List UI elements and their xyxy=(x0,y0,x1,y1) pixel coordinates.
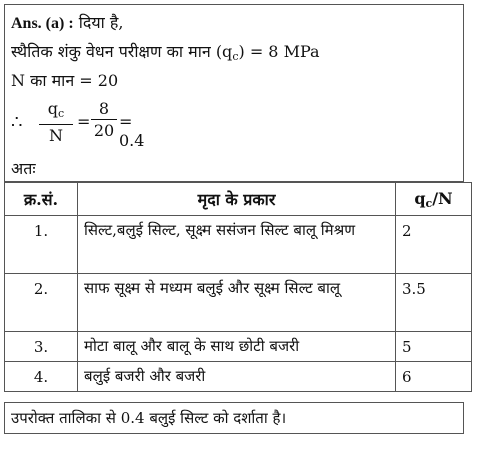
table-header-row xyxy=(5,183,472,216)
cell-sno: 4. xyxy=(5,362,78,392)
conclusion-box xyxy=(4,402,464,434)
cell-sno: 3. xyxy=(5,332,78,362)
conclusion-text: उपरोक्त तालिका से 0.4 बलुई सिल्ट को दर्शाता है। xyxy=(11,409,287,427)
cell-sno: 2. xyxy=(5,274,78,332)
formula-result: = 0.4 xyxy=(119,112,145,150)
cone-penetration-value-line xyxy=(11,40,320,63)
answer-label: Ans. (a) : xyxy=(11,15,74,32)
answer-intro-line xyxy=(11,11,124,33)
cell-soil: साफ सूक्ष्म से मध्यम बलुई और सूक्ष्म सिल्ट बालू xyxy=(78,274,396,332)
therefore-symbol: ∴ xyxy=(11,112,23,133)
header-sno: क्र.सं. xyxy=(5,183,78,216)
cell-soil: बलुई बजरी और बजरी xyxy=(78,362,396,392)
header-ratio: $q_c/N$ xyxy=(396,183,472,216)
cone-value-subscript: c xyxy=(232,50,239,63)
fraction-numerator: $q_c$ xyxy=(39,99,73,125)
cell-value: 2 xyxy=(396,216,472,274)
cone-value-text: स्थैतिक शंकु वेधन परीक्षण का मान (q xyxy=(11,42,233,61)
qc-over-n-fraction xyxy=(39,99,73,147)
header-soil-type: मृदा के प्रकार xyxy=(78,183,396,216)
cell-soil: मोटा बालू और बालू के साथ छोटी बजरी xyxy=(78,332,396,362)
table-row xyxy=(5,362,472,392)
cell-value: 3.5 xyxy=(396,274,472,332)
cell-value: 6 xyxy=(396,362,472,392)
fraction-denominator: 20 xyxy=(93,121,115,140)
cell-soil: सिल्ट,बलुई सिल्ट, सूक्ष्म ससंजन सिल्ट बालू मिश्रण xyxy=(78,216,396,274)
fraction-numerator: 8 xyxy=(91,99,117,120)
given-text: दिया है, xyxy=(73,13,124,32)
n-value-line: N का मान = 20 xyxy=(11,71,119,90)
answer-box xyxy=(4,4,464,182)
table-row xyxy=(5,332,472,362)
fraction-denominator: N xyxy=(49,126,63,145)
cell-value: 5 xyxy=(396,332,472,362)
hence-line: अतः xyxy=(11,159,36,178)
cone-value-result: ) = 8 MPa xyxy=(238,42,320,61)
soil-type-table xyxy=(4,182,472,392)
cell-sno: 1. xyxy=(5,216,78,274)
table-row xyxy=(5,274,472,332)
equals-sign: = xyxy=(77,112,91,131)
eight-over-twenty-fraction xyxy=(91,99,117,142)
table-row xyxy=(5,216,472,274)
